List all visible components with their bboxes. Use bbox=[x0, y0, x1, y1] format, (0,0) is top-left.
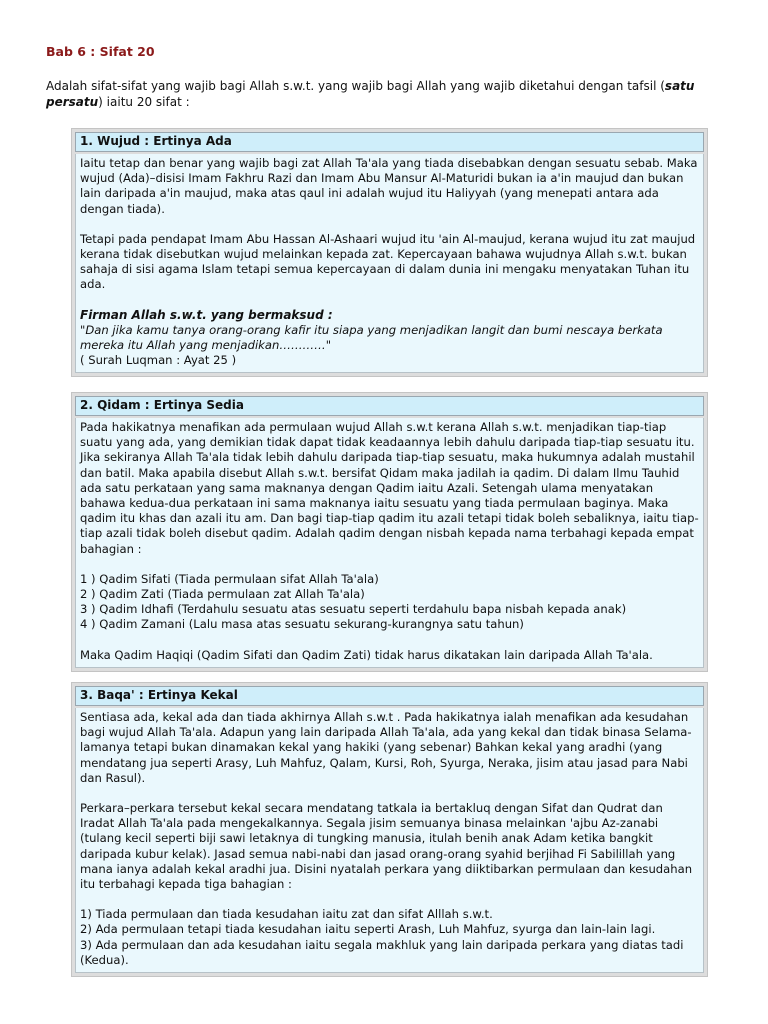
section-body bbox=[75, 154, 704, 373]
quote-text: "Dan jika kamu tanya orang-orang kafir itu siapa yang menjadikan langit dan bumi nescaya berkata mereka itu Allah yang menjadikan…………" bbox=[80, 322, 663, 353]
intro-text: Adalah sifat-sifat yang wajib bagi Allah s.w.t. yang wajib bagi Allah yang wajib diketahui dengan tafsil ( bbox=[46, 79, 665, 93]
list-item: 2 ) Qadim Zati (Tiada permulaan zat Allah Ta'ala) bbox=[80, 587, 365, 602]
paragraph: Maka Qadim Haqiqi (Qadim Sifati dan Qadim Zati) tidak harus dikatakan lain daripada Allah Ta'ala. bbox=[80, 647, 653, 662]
section-heading: 3. Baqa' : Ertinya Kekal bbox=[75, 686, 704, 706]
qadim-list bbox=[80, 572, 699, 633]
quote-heading: Firman Allah s.w.t. yang bermaksud : bbox=[80, 307, 333, 322]
section-heading: 1. Wujud : Ertinya Ada bbox=[75, 132, 704, 152]
intro-emphasis: satu persatu bbox=[46, 79, 695, 109]
section-baqa bbox=[71, 682, 708, 977]
quote-reference: ( Surah Luqman : Ayat 25 ) bbox=[80, 353, 237, 368]
section-wujud bbox=[71, 128, 708, 377]
list-item: 3) Ada permulaan dan ada kesudahan iaitu segala makhluk yang lain daripada perkara yang diatas tadi (Kedua). bbox=[80, 937, 684, 967]
list-item: 1 ) Qadim Sifati (Tiada permulaan sifat Allah Ta'ala) bbox=[80, 571, 379, 586]
section-qidam bbox=[71, 392, 708, 672]
section-body bbox=[75, 708, 704, 973]
paragraph: Tetapi pada pendapat Imam Abu Hassan Al-Ashaari wujud itu 'ain Al-maujud, kerana wujud itu zat maujud kerana tidak disebutkan wujud melainkan kepada zat. Kepercayaan bahawa wujudnya Allah s.w.t. bukan sahaja di sisi agama Islam tetapi semua kepercayaan di dalam dunia ini mengaku menyatakan Tuhan itu ada. bbox=[80, 231, 696, 292]
paragraph: Iaitu tetap dan benar yang wajib bagi zat Allah Ta'ala yang tiada disebabkan dengan sesuatu sebab. Maka wujud (Ada)–disisi Imam Fakhru Razi dan Imam Abu Mansur Al-Maturidi bukan ia a'in maujud dan bukan lain daripada a'in maujud, maka atas qaul ini adalah wujud itu Haliyyah (yang menepati antara ada dengan tiada). bbox=[80, 156, 698, 216]
paragraph: Sentiasa ada, kekal ada dan tiada akhirnya Allah s.w.t . Pada hakikatnya ialah menafikan ada kesudahan bagi wujud Allah Ta'ala. Adapun yang lain daripada Allah Ta'ala, ada yang kekal dan tidak binasa Selama-lamanya tetapi bukan dinamakan kekal yang hakiki (yang sebenar) Bahkan kekal yang aradhi (yang mendatang jua seperti Arasy, Luh Mahfuz, Qalam, Kursi, Roh, Syurga, Neraka, jisim atau jasad para Nabi dan Rasul). bbox=[80, 710, 692, 785]
section-heading: 2. Qidam : Ertinya Sedia bbox=[75, 396, 704, 416]
paragraph: Pada hakikatnya menafikan ada permulaan wujud Allah s.w.t kerana Allah s.w.t. menjadikan tiap-tiap suatu yang ada, yang demikian tidak dapat tidak keadaannya lebih dahulu daripada tiap-tiap sesuatu itu. Jika sekiranya Allah Ta'ala tidak lebih dahulu daripada tiap-tiap sesuatu, maka hukumnya adalah mustahil dan batil. Maka apabila disebut Allah s.w.t. bersifat Qidam maka jadilah ia qadim. Di dalam Ilmu Tauhid ada satu perkataan yang sama maknanya dengan Qadim iaitu Azali. Setengah ulama menyatakan bahawa kedua-dua perkataan ini sama maknanya iaitu sesuatu yang tiada permulaan baginya. Maka qadim itu khas dan azali itu am. Dan bagi tiap-tiap qadim itu azali tetapi tidak boleh sebaliknya, iaitu tiap-tiap azali tidak boleh disebut qadim. Adalah qadim dengan nisbah kepada nama terbahagi kepada empat bahagian : bbox=[80, 420, 699, 556]
list-item: 4 ) Qadim Zamani (Lalu masa atas sesuatu sekurang-kurangnya satu tahun) bbox=[80, 617, 524, 632]
intro-paragraph bbox=[46, 78, 726, 110]
page-title: Bab 6 : Sifat 20 bbox=[46, 44, 155, 59]
list-item: 2) Ada permulaan tetapi tiada kesudahan iaitu seperti Arash, Luh Mahfuz, syurga dan lain-lain lagi. bbox=[80, 922, 656, 937]
list-item: 3 ) Qadim Idhafi (Terdahulu sesuatu atas sesuatu seperti terdahulu bapa nisbah kepada anak) bbox=[80, 602, 627, 617]
intro-text-end: ) iaitu 20 sifat : bbox=[98, 95, 190, 109]
bahagian-list bbox=[80, 907, 699, 968]
section-body bbox=[75, 418, 704, 668]
paragraph: Perkara–perkara tersebut kekal secara mendatang tatkala ia bertakluq dengan Sifat dan Qudrat dan Iradat Allah Ta'ala pada mengekalkannya. Segala jisim semuanya binasa melainkan 'ajbu Az-zanabi (tulang kecil seperti biji sawi letaknya di tungking manusia, itulah benih anak Adam ketika bangkit daripada kubur kelak). Jasad semua nabi-nabi dan jasad orang-orang syahid berjihad Fi Sabilillah yang mana ianya adalah kekal aradhi jua. Disini nyatalah perkara yang diiktibarkan permulaan dan kesudahan itu terbahagi kepada tiga bahagian : bbox=[80, 801, 693, 892]
list-item: 1) Tiada permulaan dan tiada kesudahan iaitu zat dan sifat Alllah s.w.t. bbox=[80, 907, 493, 922]
